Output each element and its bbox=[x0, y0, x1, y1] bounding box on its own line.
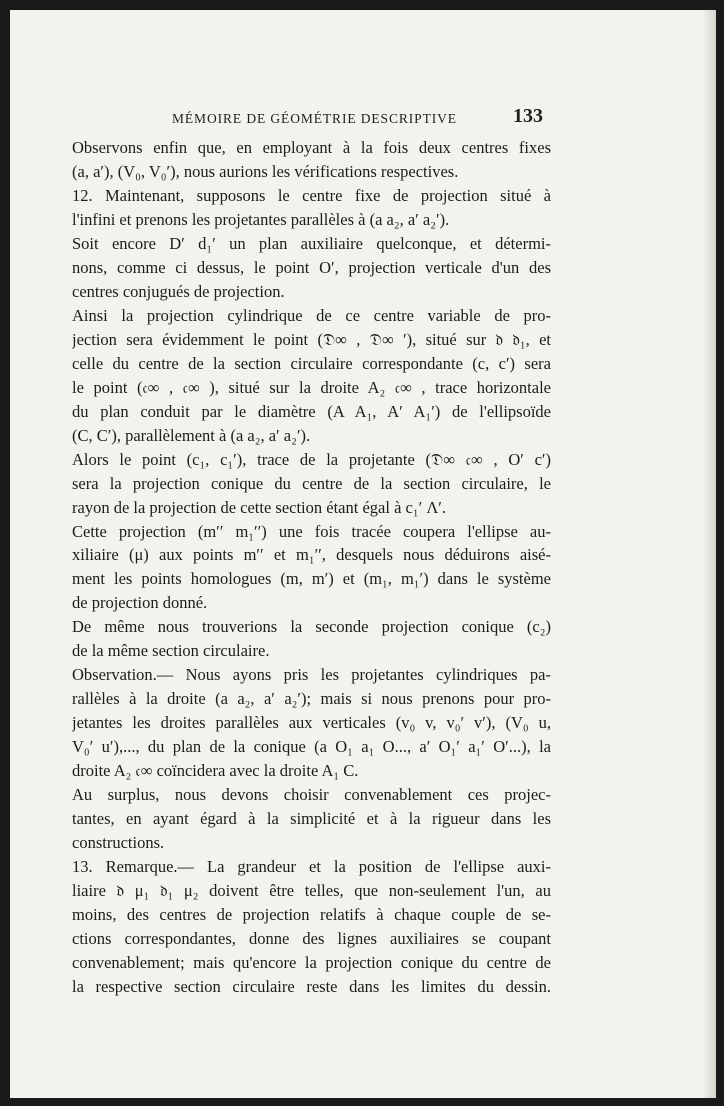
text-line: celle du centre de la section circulaire correspondante (c, c′) sera bbox=[72, 353, 551, 373]
text-line: Ainsi la projection cylindrique de ce centre variable de pro- bbox=[72, 305, 551, 325]
text-line: jection sera évidemment le point (𝔇∞ , 𝔇∞ ′), situé sur 𝔡 𝔡₁, et bbox=[72, 329, 551, 349]
text-line: V₀′ u′),..., du plan de la conique (a O₁ a₁ O..., a′ O₁′ a₁′ O′...), la bbox=[72, 737, 551, 757]
text-line: De même nous trouverions la seconde projection conique (c₂) bbox=[72, 617, 551, 637]
text-line: constructions. bbox=[72, 833, 165, 853]
text-line: (C, C′), parallèlement à (a a₂, a′ a₂′). bbox=[72, 425, 311, 445]
text-line: rallèles à la droite (a a₂, a′ a₂′); mais si nous prenons pour pro- bbox=[72, 689, 551, 709]
page-header bbox=[10, 103, 716, 133]
text-line: le point (𝔠∞ , 𝔠∞ ), situé sur la droite A₂ 𝔠∞ , trace horizontale bbox=[72, 377, 551, 397]
text-line: Observons enfin que, en employant à la fois deux centres fixes bbox=[72, 138, 551, 157]
text-line: (a, a′), (V₀, V₀′), nous aurions les vérifications respectives. bbox=[72, 161, 459, 181]
text-line: Au surplus, nous devons choisir convenablement ces projec- bbox=[72, 785, 551, 805]
text-line: Cette projection (m′′ m₁′′) une fois tracée coupera l'ellipse au- bbox=[72, 521, 551, 541]
text-line: de la même section circulaire. bbox=[72, 641, 270, 661]
text-line: la respective section circulaire reste dans les limites du dessin. bbox=[72, 976, 551, 996]
text-line: de projection donné. bbox=[72, 593, 208, 613]
text-line: convenablement; mais qu'encore la projection conique du centre de bbox=[72, 952, 551, 972]
text-line: centres conjugués de projection. bbox=[72, 281, 285, 301]
text-line: liaire 𝔡 μ₁ 𝔡₁ μ₂ doivent être telles, que non-seulement l'un, au bbox=[72, 881, 551, 901]
text-line: sera la projection conique du centre de la section circulaire, le bbox=[72, 473, 551, 493]
text-line: ment les points homologues (m, m′) et (m₁, m₁′) dans le système bbox=[72, 569, 551, 589]
page-edge-shadow bbox=[702, 10, 716, 1098]
book-page bbox=[10, 10, 716, 1098]
text-line: Alors le point (c₁, c₁′), trace de la projetante (𝔇∞ 𝔠∞ , O′ c′) bbox=[72, 449, 551, 469]
text-line: rayon de la projection de cette section étant égal à c₁′ Λ′. bbox=[72, 497, 447, 517]
text-line: droite A₂ 𝔠∞ coïncidera avec la droite A₁ C. bbox=[72, 761, 359, 781]
page-number: 133 bbox=[513, 105, 543, 127]
text-line: jetantes les droites parallèles aux verticales (v₀ v, v₀′ v′), (V₀ u, bbox=[72, 713, 551, 733]
text-line: 12. Maintenant, supposons le centre fixe de projection situé à bbox=[72, 185, 551, 205]
running-title: MÉMOIRE DE GÉOMÉTRIE DESCRIPTIVE bbox=[172, 111, 457, 126]
text-line: 13. Remarque.— La grandeur et la position de l'ellipse auxi- bbox=[72, 857, 551, 877]
text-line: moins, des centres de projection relatifs à chaque couple de se- bbox=[72, 905, 551, 924]
body-text bbox=[72, 136, 551, 999]
text-line: Soit encore D′ d₁′ un plan auxiliaire quelconque, et détermi- bbox=[72, 233, 551, 253]
text-line: Observation.— Nous ayons pris les projetantes cylindriques pa- bbox=[72, 665, 551, 685]
text-line: du plan conduit par le diamètre (A A₁, A′ A₁′) de l'ellipsoïde bbox=[72, 401, 551, 421]
text-line: nons, comme ci dessus, le point O′, projection verticale d'un des bbox=[72, 257, 551, 277]
text-line: tantes, en ayant égard à la simplicité et à la rigueur dans les bbox=[72, 809, 551, 829]
text-line: xiliaire (μ) aux points m′′ et m₁′′, desquels nous déduirons aisé- bbox=[72, 545, 551, 565]
text-line: l'infini et prenons les projetantes parallèles à (a a₂, a′ a₂′). bbox=[72, 209, 450, 229]
text-line: ctions correspondantes, donne des lignes auxiliaires se coupant bbox=[72, 928, 551, 948]
